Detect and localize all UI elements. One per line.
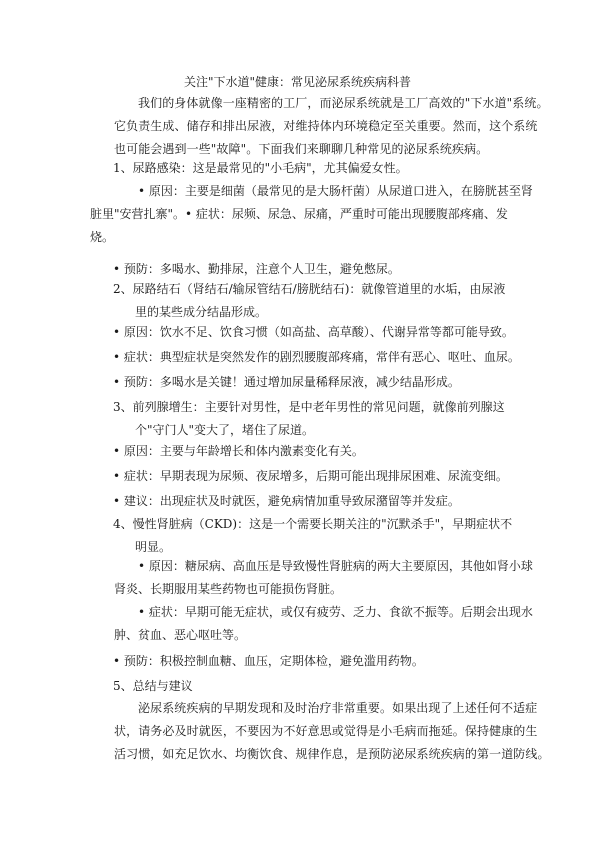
bullet-line: • 症状：典型症状是突然发作的剧烈腰腹部疼痛，常伴有恶心、呕吐、血尿。: [113, 350, 520, 364]
bullet-stones-cause: [113, 321, 513, 344]
bullet-line: • 建议：出现症状及时就医，避免病情加重导致尿潴留等并发症。: [113, 494, 460, 508]
bullet-line: • 原因：饮水不足、饮食习惯（如高盐、高草酸）、代谢异常等都可能导致。: [113, 325, 514, 339]
bullet-line: 肿、贫血、恶心呕吐等。: [114, 628, 247, 642]
section-heading-summary: [113, 675, 513, 698]
summary-line: 泌尿系统疾病的早期发现和及时治疗非常重要。如果出现了上述任何不适症: [138, 701, 538, 715]
heading-line: 个"守门人"变大了，堵住了尿道。: [135, 423, 315, 437]
bullet-line: • 原因：糖尿病、高血压是导致慢性肾脏病的两大主要原因，其他如肾小球: [138, 559, 533, 573]
document-title: 关注"下水道"健康：常见泌尿系统疾病科普: [183, 75, 412, 89]
heading-line: 4、慢性肾脏病（CKD)：这是一个需要长期关注的"沉默杀手"，早期症状不: [113, 517, 513, 531]
bullet-ckd-symptom: [90, 601, 533, 647]
bullet-line: • 原因：主要是细菌（最常见的是大肠杆菌）从尿道口进入，在膀胱甚至肾: [138, 184, 533, 198]
intro-line: 它负责生成、储存和排出尿液，对维持体内环境稳定至关重要。然而，这个系统: [114, 119, 538, 133]
bullet-line: • 预防：积极控制血糖、血压，定期体检，避免滥用药物。: [113, 654, 424, 668]
bullet-prostate-symptom: [113, 465, 513, 488]
bullet-uti-cause: [90, 180, 533, 249]
intro-line: 也可能会遇到一些"故障"。下面我们来聊聊几种常见的泌尿系统疾病。: [114, 142, 489, 156]
heading-line: 2、尿路结石（肾结石/输尿管结石/膀胱结石)：就像管道里的水垢，由尿液: [113, 282, 506, 296]
intro-paragraph: [90, 92, 549, 161]
heading-line: 明显。: [135, 540, 172, 554]
heading-line: 5、总结与建议: [113, 679, 193, 693]
bullet-line: 肾炎、长期服用某些药物也可能损伤肾脏。: [114, 582, 343, 596]
heading-line: 里的某些成分结晶形成。: [135, 305, 268, 319]
summary-paragraph: [90, 697, 550, 766]
bullet-line: 烧。: [90, 230, 115, 244]
section-heading-stones: [113, 278, 513, 324]
bullet-line: • 症状：早期可能无症状，或仅有疲劳、乏力、食欲不振等。后期会出现水: [138, 605, 533, 619]
section-heading-prostate: [113, 396, 513, 442]
heading-line: 1、尿路感染：这是最常见的"小毛病"，尤其偏爱女性。: [113, 161, 408, 175]
bullet-line: 脏里"安营扎寨"。• 症状：尿频、尿急、尿痛，严重时可能出现腰腹部疼痛、发: [90, 207, 508, 221]
bullet-stones-symptom: [113, 346, 520, 369]
intro-line: 我们的身体就像一座精密的工厂，而泌尿系统就是工厂高效的"下水道"系统。: [138, 96, 549, 110]
bullet-ckd-prevention: [113, 650, 513, 673]
heading-line: 3、前列腺增生：主要针对男性，是中老年男性的常见问题，就像前列腺这: [113, 400, 505, 414]
summary-line: 状，请务必及时就医，不要因为不好意思或觉得是小毛病而拖延。保持健康的生: [114, 724, 538, 738]
section-heading-ckd: [113, 513, 513, 559]
bullet-line: • 症状：早期表现为尿频、夜尿增多，后期可能出现排尿困难、尿流变细。: [113, 469, 508, 483]
bullet-line: • 预防：多喝水是关键！通过增加尿量稀释尿液，减少结晶形成。: [113, 375, 460, 389]
bullet-line: • 预防：多喝水、勤排尿，注意个人卫生，避免憋尿。: [113, 262, 400, 276]
bullet-stones-prevention: [113, 371, 513, 394]
bullet-prostate-advice: [113, 490, 513, 513]
summary-line: 活习惯，如充足饮水、均衡饮食、规律作息，是预防泌尿系统疾病的第一道防线。: [114, 747, 550, 761]
bullet-prostate-cause: [113, 440, 513, 463]
bullet-line: • 原因：主要与年龄增长和体内激素变化有关。: [113, 444, 364, 458]
section-heading-uti: [113, 157, 513, 180]
bullet-ckd-cause: [90, 555, 533, 601]
